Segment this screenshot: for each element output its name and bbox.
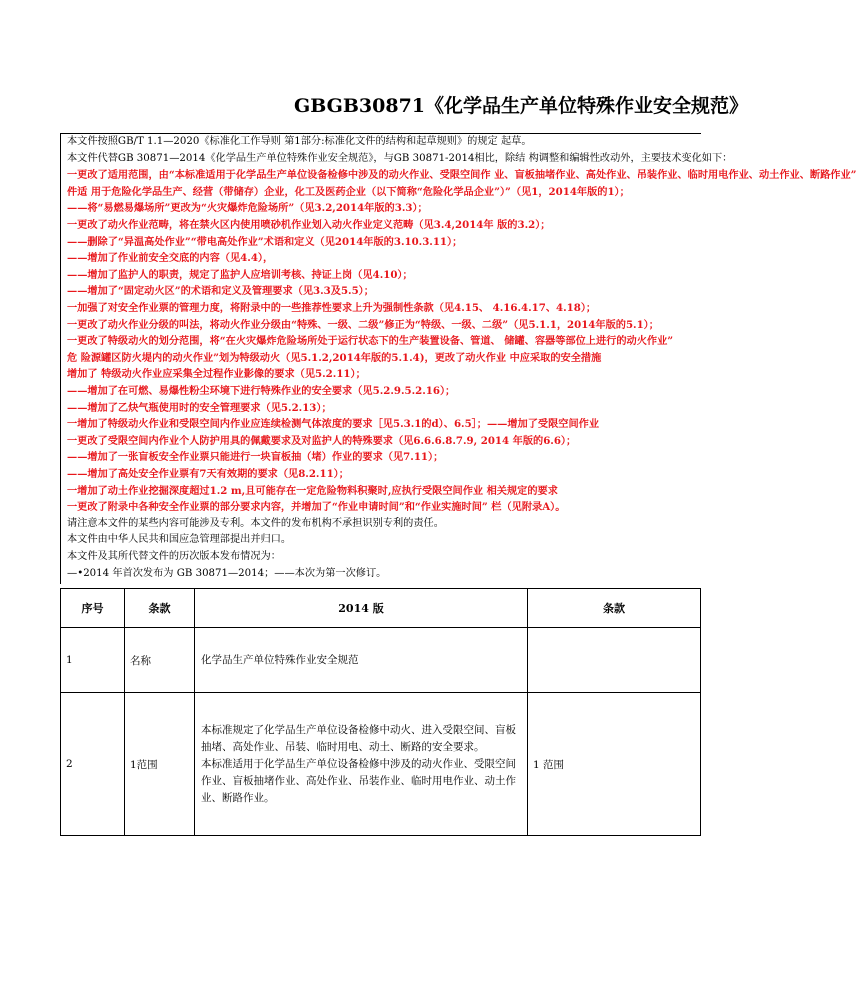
header-no: 序号 xyxy=(61,589,125,628)
preface-line: 一更改了动火作业范畴，将在禁火区内使用喷砂机作业划入动火作业定义范畴（见3.4,2014年 版的3.2）； xyxy=(67,219,551,231)
preface-line: 件适 用于危险化学品生产、经营（带储存）企业，化工及医药企业（以下简称“危险化学品企业”）”（见1，2014年版的1）； xyxy=(67,185,630,198)
document-title: GBGB30871《化学品生产单位特殊作业安全规范》 xyxy=(294,95,749,117)
preface-line: 一增加了特级动火作业和受限空间内作业应连续检测气体浓度的要求［见5.3.1的d）、6.5］；——增加了受限空间作业 xyxy=(67,418,600,431)
preface-line: 本文件代替GB 30871—2014《化学品生产单位特殊作业安全规范》，与GB 30871-2014相比，除结 构调整和编辑性改动外，主要技术变化如下： xyxy=(67,152,733,164)
preface-line: 一增加了动土作业挖掘深度超过1.2 m,且可能存在一定危险物料积聚时,应执行受限空间作业 相关规定的要求 xyxy=(67,484,558,497)
preface-line: 请注意本文件的某些内容可能涉及专利。本文件的发布机构不承担识别专利的责任。 xyxy=(67,517,444,529)
preface-line: ——增加了监护人的职责，规定了监护人应培训考核、持证上岗（见4.10）； xyxy=(67,268,413,281)
preface-line: ——将“易燃易爆场所”更改为“火灾爆炸危险场所”（见3.2,2014年版的3.3）； xyxy=(67,202,428,215)
cell-text: 化学品生产单位特殊作业安全规范 xyxy=(195,628,528,693)
preface-line: 一更改了受限空间内作业个人防护用具的佩戴要求及对监护人的特殊要求（见6.6.6.8.7.9, 2014 年版的6.6）； xyxy=(67,434,577,447)
cell-no: 1 xyxy=(61,628,125,693)
table-header-row xyxy=(61,589,701,628)
preface-line: ——增加了在可燃、易爆性粉尘环境下进行特殊作业的安全要求（见5.2.9.5.2.16）； xyxy=(67,385,456,397)
cell-clause: 1范围 xyxy=(125,693,195,836)
preface-line: —•2014 年首次发布为 GB 30871—2014；——本次为第一次修订。 xyxy=(67,567,387,579)
table-row xyxy=(61,628,701,693)
table-row xyxy=(61,693,701,836)
header-clause-new: 条款 xyxy=(528,589,701,628)
preface-line: 一更改了动火作业分级的叫法，将动火作业分级由“特殊、一级、二级”修正为“特级、一级、二级”（见5.1.1，2014年版的5.1）； xyxy=(67,318,659,331)
cell-paragraph: 本标准规定了化学品生产单位设备检修中动火、进入受限空间、盲板抽堵、高处作业、吊装、临时用电、动土、断路的安全要求。 xyxy=(201,723,516,753)
cell-text xyxy=(195,693,528,836)
cell-clause: 名称 xyxy=(125,628,195,693)
preface-line: ——增加了“固定动火区”的术语和定义及管理要求（见3.3及5.5）； xyxy=(67,285,374,298)
preface-line: 本文件按照GB/T 1.1—2020《标准化工作导则 第1部分:标准化文件的结构和起草规则》的规定 起草。 xyxy=(67,136,532,147)
cell-paragraph: 本标准适用于化学品生产单位设备检修中涉及的动火作业、受限空间作业、盲板抽堵作业、高处作业、吊装作业、临时用电作业、动土作业、断路作业。 xyxy=(201,757,516,804)
preface-line: ——增加了一张盲板安全作业票只能进行一块盲板抽（堵）作业的要求（见7.11）； xyxy=(67,451,444,464)
preface-line: 一加强了对安全作业票的管理力度，将附录中的一些推荐性要求上升为强制性条款（见4.15、 4.16.4.17、4.18）； xyxy=(67,302,597,314)
preface-box xyxy=(60,133,857,584)
preface-line: 一更改了适用范围，由“本标准适用于化学品生产单位设备检修中涉及的动火作业、受限空间作 业、盲板抽堵作业、高处作业、吊装作业、临时用电作业、动土作业、断路作业” xyxy=(67,169,857,182)
preface-line: 增加了 特级动火作业应采集全过程作业影像的要求（见5.2.11）； xyxy=(67,368,366,381)
header-clause: 条款 xyxy=(125,589,195,628)
preface-line: ——删除了“异温高处作业”“带电高处作业”术语和定义（见2014年版的3.10.3.11）； xyxy=(67,235,463,248)
revision-table xyxy=(60,588,701,836)
preface-line: ——增加了乙炔气瓶使用时的安全管理要求（见5.2.13）； xyxy=(67,401,332,414)
preface-line: 一更改了特级动火的划分范围，将“在火灾爆炸危险场所处于运行状态下的生产装置设备、管道、 储罐、容器等部位上进行的动火作业” xyxy=(67,335,674,348)
preface-line: 本文件及其所代替文件的历次版本发布情况为： xyxy=(67,551,281,562)
cell-clause-new: 1 范围 xyxy=(528,693,701,836)
header-2014-version: 2014 版 xyxy=(195,589,528,628)
preface-line: 本文件由中华人民共和国应急管理部提出并归口。 xyxy=(67,534,292,546)
preface-line: 一更改了附录中各种安全作业票的部分要求内容，并增加了“作业申请时间”和“作业实施时间” 栏（见附录A）。 xyxy=(67,501,566,514)
cell-no: 2 xyxy=(61,693,125,836)
preface-line: ——增加了作业前安全交底的内容（见4.4）， xyxy=(67,252,274,265)
cell-clause-new xyxy=(528,628,701,693)
preface-line: 危 险源罐区防火堤内的动火作业”划为特级动火（见5.1.2,2014年版的5.1.4)，更改了动火作业 中应采取的安全措施 xyxy=(67,351,602,364)
preface-line: ——增加了高处安全作业票有7天有效期的要求（见8.2.11）； xyxy=(67,468,349,480)
